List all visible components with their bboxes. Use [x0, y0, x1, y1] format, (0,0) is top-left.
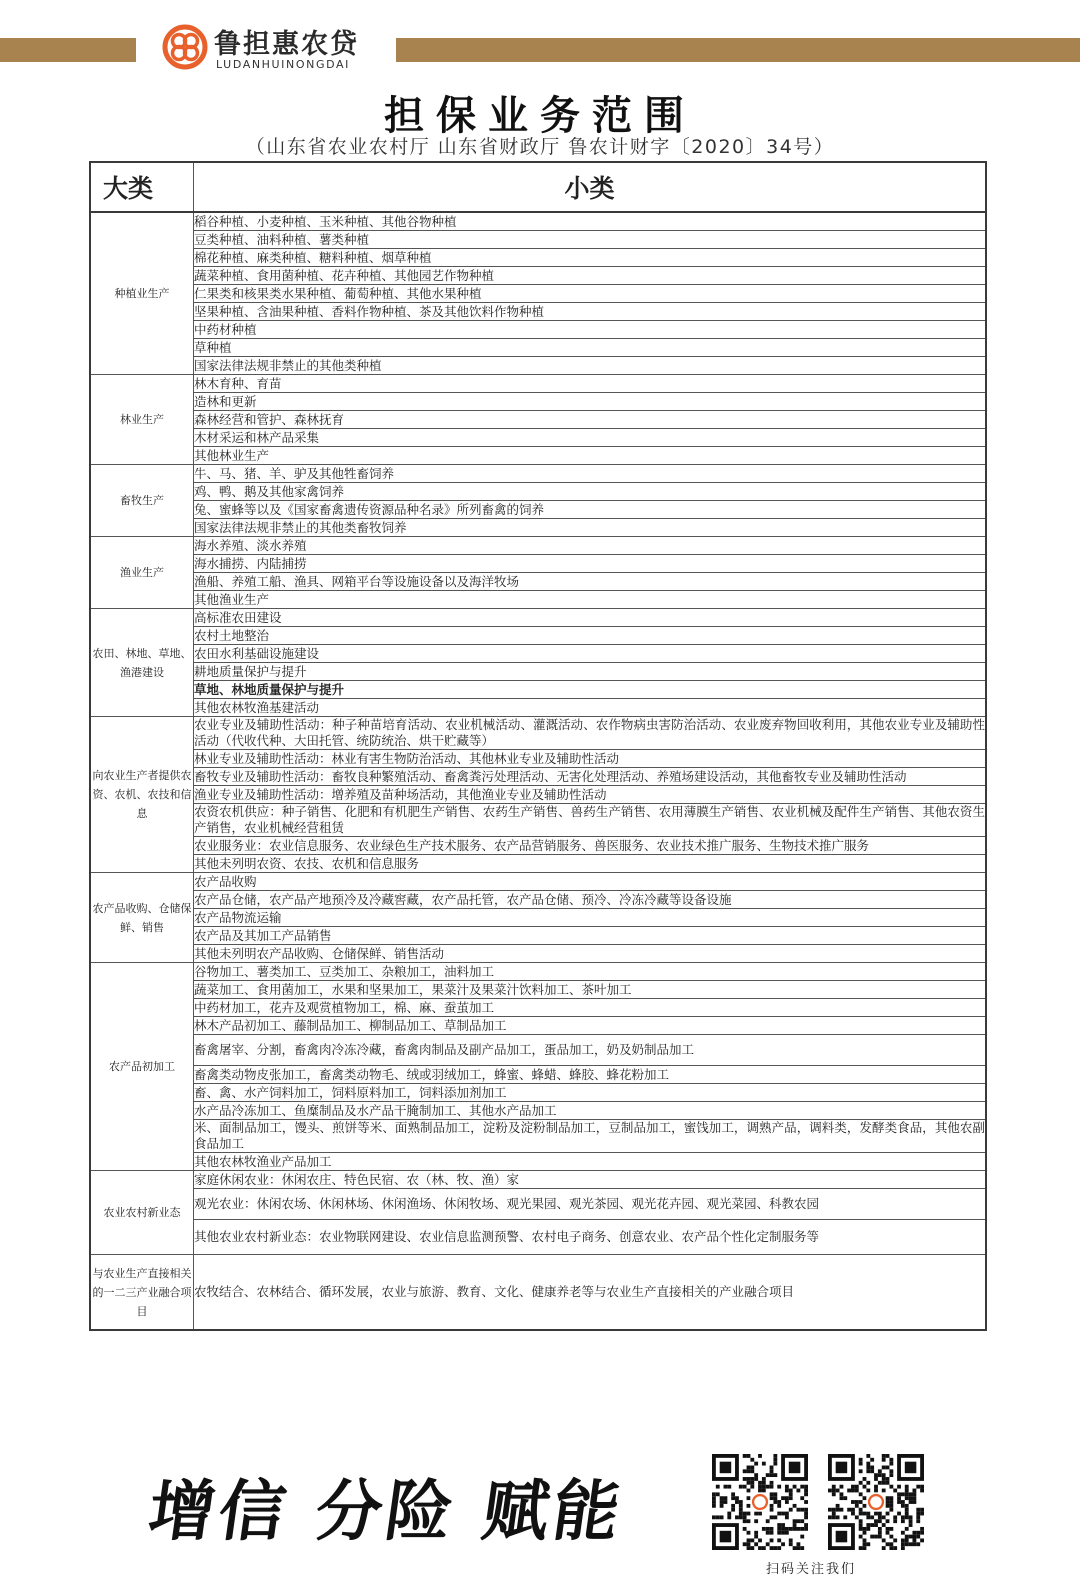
subcategory-cell: 畜、禽、水产饲料加工，饲料原料加工，饲料添加剂加工 [194, 1084, 987, 1102]
table-row [90, 303, 986, 321]
subcategory-cell: 畜禽屠宰、分割，畜禽肉冷冻冷藏，畜禽肉制品及副产品加工，蛋品加工，奶及奶制品加工 [194, 1035, 987, 1066]
table-row [90, 909, 986, 927]
table-row [90, 837, 986, 855]
subcategory-cell: 海水养殖、淡水养殖 [194, 537, 987, 555]
subcategory-cell: 农田水利基础设施建设 [194, 645, 987, 663]
table-row [90, 429, 986, 447]
subcategory-cell: 其他未列明农产品收购、仓储保鲜、销售活动 [194, 945, 987, 963]
table-row [90, 591, 986, 609]
table-row [90, 447, 986, 465]
subcategory-cell: 草种植 [194, 339, 987, 357]
subcategory-cell: 海水捕捞、内陆捕捞 [194, 555, 987, 573]
subcategory-cell: 家庭休闲农业：休闲农庄、特色民宿、农（林、牧、渔）家 [194, 1171, 987, 1189]
table-row [90, 501, 986, 519]
category-cell: 林业生产 [90, 375, 194, 465]
subcategory-cell: 农业专业及辅助性活动：种子种苗培育活动、农业机械活动、灌溉活动、农作物病虫害防治活动、农业废弃物回收利用，其他农业专业及辅助性活动（代收代种、大田托管、统防统治、烘干贮藏等） [194, 717, 985, 748]
column-header-minor: 小类 [194, 162, 987, 212]
table-row [90, 393, 986, 411]
table-row [90, 1171, 986, 1189]
subcategory-cell: 中药材加工，花卉及观赏植物加工，棉、麻、蚕茧加工 [194, 999, 987, 1017]
table-row [90, 681, 986, 699]
column-header-major: 大类 [90, 162, 194, 212]
subcategory-cell: 鸡、鸭、鹅及其他家禽饲养 [194, 483, 987, 501]
category-cell: 渔业生产 [90, 537, 194, 609]
subcategory-cell: 其他农林牧渔业产品加工 [194, 1153, 987, 1171]
subcategory-cell: 水产品冷冻加工、鱼糜制品及水产品干腌制加工、其他水产品加工 [194, 1102, 987, 1120]
subcategory-cell: 坚果种植、含油果种植、香料作物种植、茶及其他饮料作物种植 [194, 303, 987, 321]
table-row [90, 249, 986, 267]
table-row [90, 537, 986, 555]
table-row [90, 1066, 986, 1084]
subcategory-cell: 棉花种植、麻类种植、糖料种植、烟草种植 [194, 249, 987, 267]
brand-logo [156, 20, 392, 80]
table-row [90, 573, 986, 591]
subcategory-cell: 米、面制品加工，馒头、煎饼等米、面熟制品加工，淀粉及淀粉制品加工，豆制品加工，蜜饯加工，调熟产品，调料类，发酵类食品，其他农副食品加工 [194, 1120, 985, 1151]
subcategory-cell: 农产品仓储，农产品产地预冷及冷藏窖藏，农产品托管，农产品仓储、预冷、冷冻冷藏等设备设施 [194, 891, 987, 909]
subcategory-cell: 观光农业：休闲农场、休闲林场、休闲渔场、休闲牧场、观光果园、观光茶园、观光花卉园、观光菜园、科教农园 [194, 1189, 987, 1220]
table-row [90, 321, 986, 339]
subcategory-cell: 兔、蜜蜂等以及《国家畜禽遗传资源品种名录》所列畜禽的饲养 [194, 501, 987, 519]
table-row [90, 786, 986, 804]
table-row [90, 1189, 986, 1220]
header-band-left [0, 38, 136, 62]
table-row [90, 1220, 986, 1255]
subcategory-cell: 林木产品初加工、藤制品加工、柳制品加工、草制品加工 [194, 1017, 987, 1035]
subcategory-cell: 其他农林牧渔基建活动 [194, 699, 987, 717]
subcategory-cell: 谷物加工、薯类加工、豆类加工、杂粮加工，油料加工 [194, 963, 987, 981]
subcategory-cell: 林木育种、育苗 [194, 375, 987, 393]
subcategory-cell: 农产品及其加工产品销售 [194, 927, 987, 945]
subcategory-cell: 造林和更新 [194, 393, 987, 411]
table-row [90, 1102, 986, 1120]
qr-code-icon [828, 1454, 924, 1550]
table-row [90, 267, 986, 285]
subcategory-cell: 渔业专业及辅助性活动：增养殖及苗种场活动，其他渔业专业及辅助性活动 [194, 786, 987, 804]
subcategory-cell: 畜牧专业及辅助性活动：畜牧良种繁殖活动、畜禽粪污处理活动、无害化处理活动、养殖场建设活动，其他畜牧专业及辅助性活动 [194, 768, 987, 786]
table-row [90, 519, 986, 537]
subcategory-cell: 耕地质量保护与提升 [194, 663, 987, 681]
subcategory-cell: 森林经营和管护、森林抚育 [194, 411, 987, 429]
table-row [90, 699, 986, 717]
table-row [90, 1084, 986, 1102]
scan-caption: 扫码关注我们 [766, 1562, 857, 1577]
category-cell: 种植业生产 [90, 212, 194, 375]
table-row [90, 804, 986, 837]
subcategory-cell: 草地、林地质量保护与提升 [194, 681, 987, 699]
ludan-logo-icon [162, 24, 208, 70]
table-body [90, 212, 986, 1330]
table-row [90, 768, 986, 786]
table-row [90, 645, 986, 663]
subcategory-cell: 豆类种植、油料种植、薯类种植 [194, 231, 987, 249]
category-cell: 向农业生产者提供农资、农机、农技和信息 [90, 717, 194, 873]
subcategory-cell: 农资农机供应：种子销售、化肥和有机肥生产销售、农药生产销售、兽药生产销售、农用薄膜生产销售、农业机械及配件生产销售、其他农资生产销售，农业机械经营租赁 [194, 804, 985, 835]
table-row [90, 483, 986, 501]
table-header-row [90, 162, 986, 212]
footer [0, 1448, 1080, 1591]
subcategory-cell: 农产品收购 [194, 873, 987, 891]
table-row [90, 855, 986, 873]
page-subtitle: （山东省农业农村厅 山东省财政厅 鲁农计财字〔2020〕34号） [245, 136, 835, 158]
table-row [90, 927, 986, 945]
category-cell: 畜牧生产 [90, 465, 194, 537]
table-row [90, 465, 986, 483]
category-cell: 农产品初加工 [90, 963, 194, 1171]
subcategory-cell: 渔船、养殖工船、渔具、网箱平台等设施设备以及海洋牧场 [194, 573, 987, 591]
subcategory-cell: 木材采运和林产品采集 [194, 429, 987, 447]
subcategory-cell: 农牧结合、农林结合、循环发展，农业与旅游、教育、文化、健康养老等与农业生产直接相关的产业融合项目 [194, 1255, 987, 1331]
subcategory-cell: 其他未列明农资、农技、农机和信息服务 [194, 855, 987, 873]
table-row [90, 1255, 986, 1331]
table-row [90, 627, 986, 645]
brand-name: 鲁担惠农贷 [214, 29, 359, 60]
subcategory-cell: 蔬菜加工、食用菌加工，水果和坚果加工，果菜汁及果菜汁饮料加工、茶叶加工 [194, 981, 987, 999]
table-row [90, 285, 986, 303]
subcategory-cell: 农业服务业：农业信息服务、农业绿色生产技术服务、农产品营销服务、兽医服务、农业技术推广服务、生物技术推广服务 [194, 837, 987, 855]
table-row [90, 212, 986, 231]
subcategory-cell: 其他农业农村新业态：农业物联网建设、农业信息监测预警、农村电子商务、创意农业、农产品个性化定制服务等 [194, 1220, 987, 1255]
slogan: 增信 分险 赋能 [143, 1472, 629, 1550]
table-row [90, 873, 986, 891]
qr-code-icon [712, 1454, 808, 1550]
subcategory-cell: 国家法律法规非禁止的其他类畜牧饲养 [194, 519, 987, 537]
category-cell: 农田、林地、草地、渔港建设 [90, 609, 194, 717]
table-row [90, 555, 986, 573]
subcategory-cell: 农产品物流运输 [194, 909, 987, 927]
table-row [90, 1017, 986, 1035]
subcategory-cell: 仁果类和核果类水果种植、葡萄种植、其他水果种植 [194, 285, 987, 303]
table-row [90, 945, 986, 963]
table-row [90, 357, 986, 375]
table-row [90, 231, 986, 249]
business-scope-table [89, 161, 987, 1331]
table-row [90, 999, 986, 1017]
table-row [90, 717, 986, 750]
subcategory-cell: 蔬菜种植、食用菌种植、花卉种植、其他园艺作物种植 [194, 267, 987, 285]
table-row [90, 339, 986, 357]
table-row [90, 411, 986, 429]
category-cell: 农业农村新业态 [90, 1171, 194, 1255]
header-band-right [396, 38, 1080, 62]
subcategory-cell: 林业专业及辅助性活动：林业有害生物防治活动、其他林业专业及辅助性活动 [194, 750, 987, 768]
table-row [90, 981, 986, 999]
subcategory-cell: 牛、马、猪、羊、驴及其他牲畜饲养 [194, 465, 987, 483]
subcategory-cell: 农村土地整治 [194, 627, 987, 645]
table-row [90, 375, 986, 393]
table-row [90, 1035, 986, 1066]
table-row [90, 1153, 986, 1171]
table-row [90, 663, 986, 681]
subcategory-cell: 其他渔业生产 [194, 591, 987, 609]
table-row [90, 609, 986, 627]
category-cell: 与农业生产直接相关的一二三产业融合项目 [90, 1255, 194, 1331]
brand-name-pinyin: LUDANHUINONGDAI [216, 58, 350, 71]
table-row [90, 963, 986, 981]
page-title: 担保业务范围 [384, 93, 696, 139]
subcategory-cell: 国家法律法规非禁止的其他类种植 [194, 357, 987, 375]
subcategory-cell: 畜禽类动物皮张加工，畜禽类动物毛、绒或羽绒加工，蜂蜜、蜂蜡、蜂胶、蜂花粉加工 [194, 1066, 987, 1084]
category-cell: 农产品收购、仓储保鲜、销售 [90, 873, 194, 963]
subcategory-cell: 高标准农田建设 [194, 609, 987, 627]
subcategory-cell: 稻谷种植、小麦种植、玉米种植、其他谷物种植 [194, 212, 987, 231]
table-row [90, 891, 986, 909]
table-row [90, 750, 986, 768]
table-row [90, 1120, 986, 1153]
subcategory-cell: 其他林业生产 [194, 447, 987, 465]
subcategory-cell: 中药材种植 [194, 321, 987, 339]
